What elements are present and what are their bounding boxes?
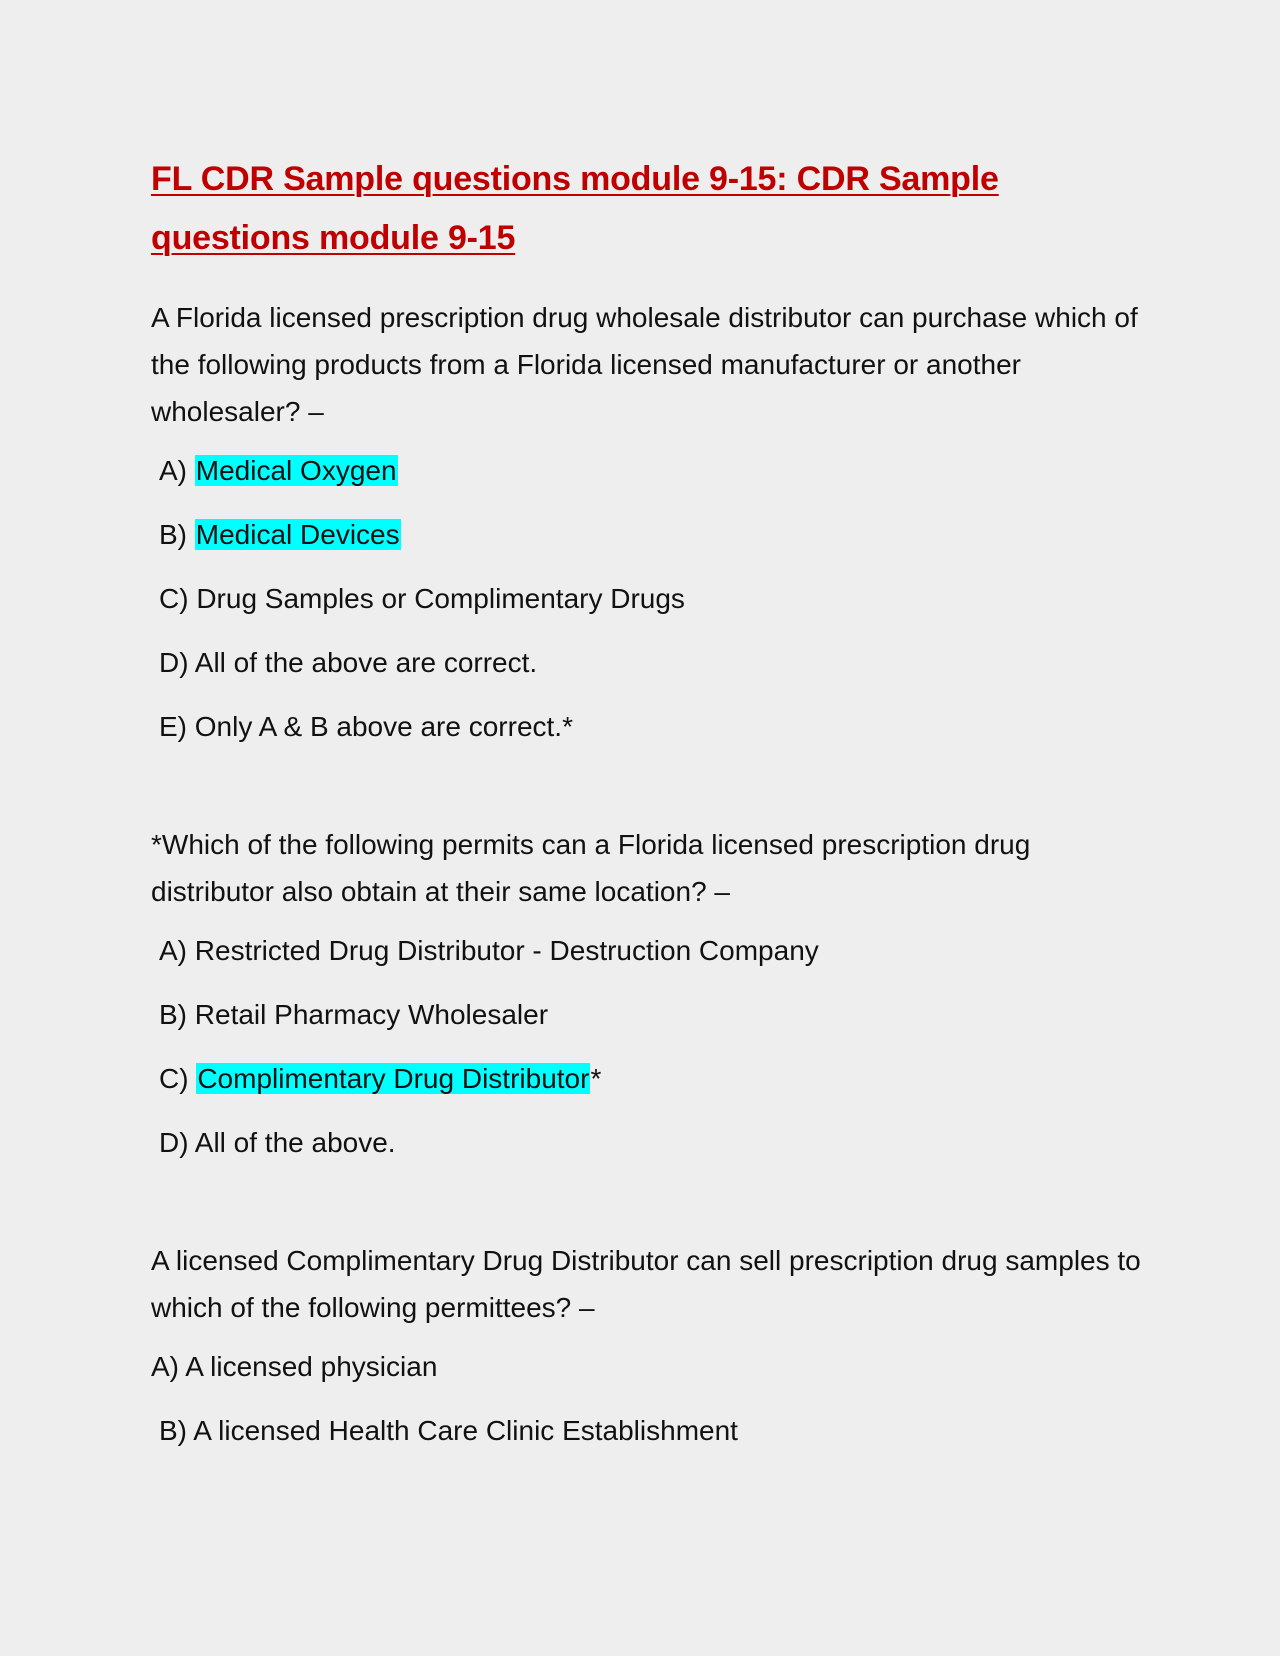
question-block-3 bbox=[151, 1237, 1160, 1453]
option-letter: A) bbox=[159, 455, 187, 486]
question-2-prompt: *Which of the following permits can a Florida licensed prescription drug distributor also obtain at their same location? – bbox=[151, 829, 1031, 907]
option-letter: B) bbox=[159, 1415, 187, 1446]
option-letter: E) bbox=[159, 711, 187, 742]
document-title: FL CDR Sample questions module 9-15: CDR Sample questions module 9-15 bbox=[151, 160, 999, 257]
highlighted-answer: Medical Devices bbox=[195, 519, 400, 550]
question-2-option-d bbox=[151, 1121, 1160, 1165]
question-1-option-a bbox=[151, 449, 1160, 493]
option-letter: B) bbox=[159, 519, 187, 550]
option-text: Restricted Drug Distributor - Destruction Company bbox=[194, 935, 819, 966]
option-letter: A) bbox=[151, 1351, 179, 1382]
question-2-options bbox=[151, 929, 1160, 1165]
question-2-option-c bbox=[151, 1057, 1160, 1101]
question-3-options bbox=[151, 1345, 1160, 1453]
option-text: A licensed physician bbox=[185, 1351, 438, 1382]
option-text: Retail Pharmacy Wholesaler bbox=[194, 999, 549, 1030]
question-1-option-c bbox=[151, 577, 1160, 621]
question-block-2 bbox=[151, 821, 1160, 1165]
option-letter: D) bbox=[159, 647, 189, 678]
option-text: All of the above. bbox=[194, 1127, 396, 1158]
question-3-option-b bbox=[151, 1409, 1160, 1453]
option-text: A licensed Health Care Clinic Establishment bbox=[193, 1415, 738, 1446]
option-letter: A) bbox=[159, 935, 187, 966]
highlighted-answer: Complimentary Drug Distributor bbox=[197, 1063, 590, 1094]
option-text: All of the above are correct. bbox=[194, 647, 538, 678]
option-text: Only A & B above are correct.* bbox=[194, 711, 573, 742]
option-letter: C) bbox=[159, 1063, 189, 1094]
option-letter: D) bbox=[159, 1127, 189, 1158]
question-block-1 bbox=[151, 294, 1160, 749]
option-letter: B) bbox=[159, 999, 187, 1030]
question-2-option-a bbox=[151, 929, 1160, 973]
answer-marker: * bbox=[590, 1063, 602, 1094]
question-1-option-e bbox=[151, 705, 1160, 749]
question-1-option-b bbox=[151, 513, 1160, 557]
option-letter: C) bbox=[159, 583, 189, 614]
question-1-options bbox=[151, 449, 1160, 749]
highlighted-answer: Medical Oxygen bbox=[195, 455, 397, 486]
option-text: Drug Samples or Complimentary Drugs bbox=[196, 583, 685, 614]
question-1-option-d bbox=[151, 641, 1160, 685]
question-3-prompt: A licensed Complimentary Drug Distributor can sell prescription drug samples to which of the following permittees? – bbox=[151, 1245, 1141, 1323]
question-3-option-a bbox=[151, 1345, 1160, 1389]
question-1-prompt: A Florida licensed prescription drug wholesale distributor can purchase which of the following products from a Florida licensed manufacturer or another wholesaler? – bbox=[151, 302, 1138, 427]
question-2-option-b bbox=[151, 993, 1160, 1037]
